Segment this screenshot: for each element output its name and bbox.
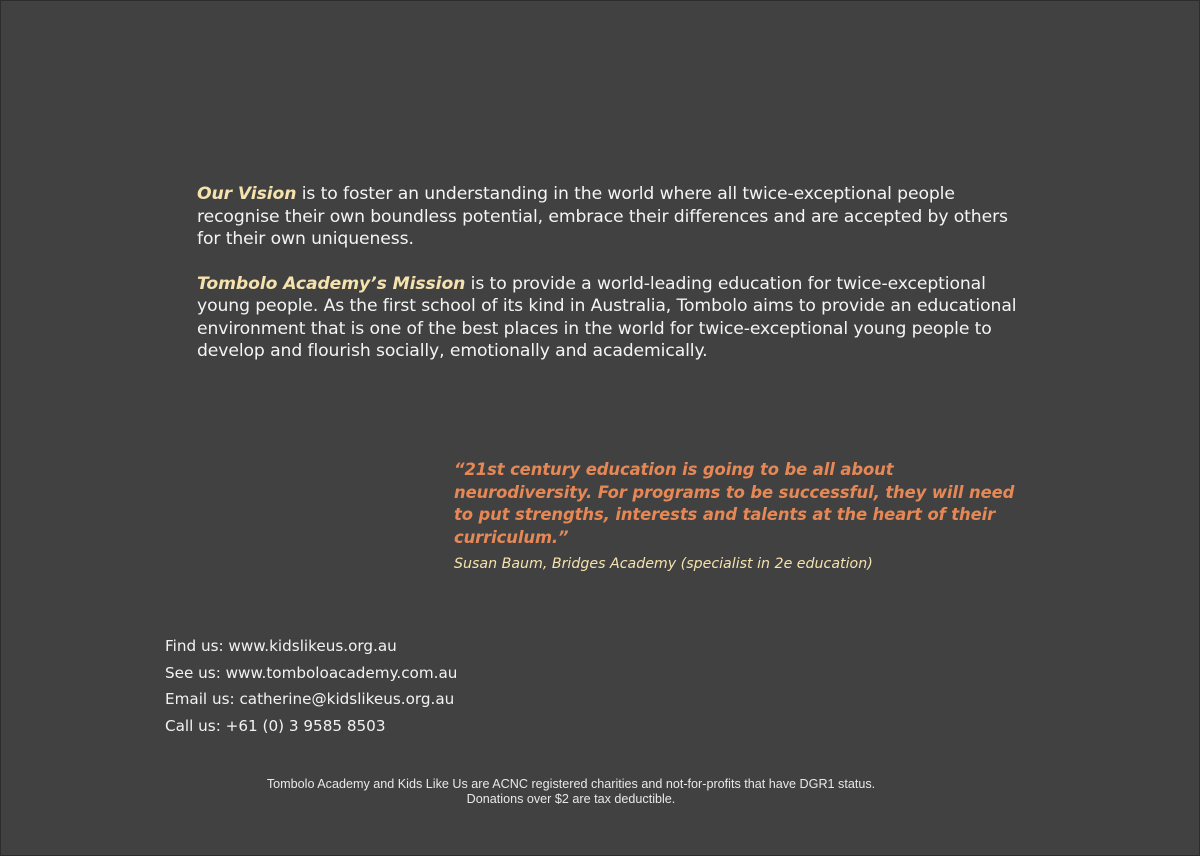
vision-text: is to foster an understanding in the world where all twice-exceptional people recognise their own boundless potential, embrace their differences and are accepted by others for their own uniqueness.	[197, 184, 1008, 249]
contact-email-line[interactable]: Email us: catherine@kidslikeus.org.au	[165, 690, 455, 708]
quote-text: “21st century education is going to be all about neurodiversity. For programs to be successful, they will need to put strengths, interests and talents at the heart of their curriculum.”	[454, 460, 1015, 547]
contact-see-line[interactable]: See us: www.tomboloacademy.com.au	[165, 663, 458, 682]
quote-attribution: Susan Baum, Bridges Academy (specialist in 2e education)	[454, 556, 873, 572]
footer-disclaimer	[1, 777, 1141, 806]
vision-mission-section	[197, 183, 1017, 363]
contact-call-line[interactable]: Call us: +61 (0) 3 9585 8503	[165, 716, 386, 735]
vision-heading: Our Vision	[197, 184, 297, 204]
mission-text: is to provide a world-leading education for twice-exceptional young people. As the first school of its kind in Australia, Tombolo aims to provide an educational environment that is one of the best places in the world for twice-exceptional young people to develop and flourish socially, emotionally and academically.	[197, 273, 1017, 361]
mission-heading: Tombolo Academy’s Mission	[197, 273, 466, 294]
vision-paragraph	[197, 183, 1017, 251]
mission-paragraph	[197, 273, 1017, 363]
footer-line-1: Tombolo Academy and Kids Like Us are ACNC registered charities and not-for-profits that have DGR1 status.	[266, 777, 876, 791]
contact-find-line[interactable]: Find us: www.kidslikeus.org.au	[165, 637, 397, 655]
contact-section	[165, 633, 565, 739]
quote-section	[454, 459, 1034, 574]
footer-line-2: Donations over $2 are tax deductible.	[466, 791, 676, 806]
